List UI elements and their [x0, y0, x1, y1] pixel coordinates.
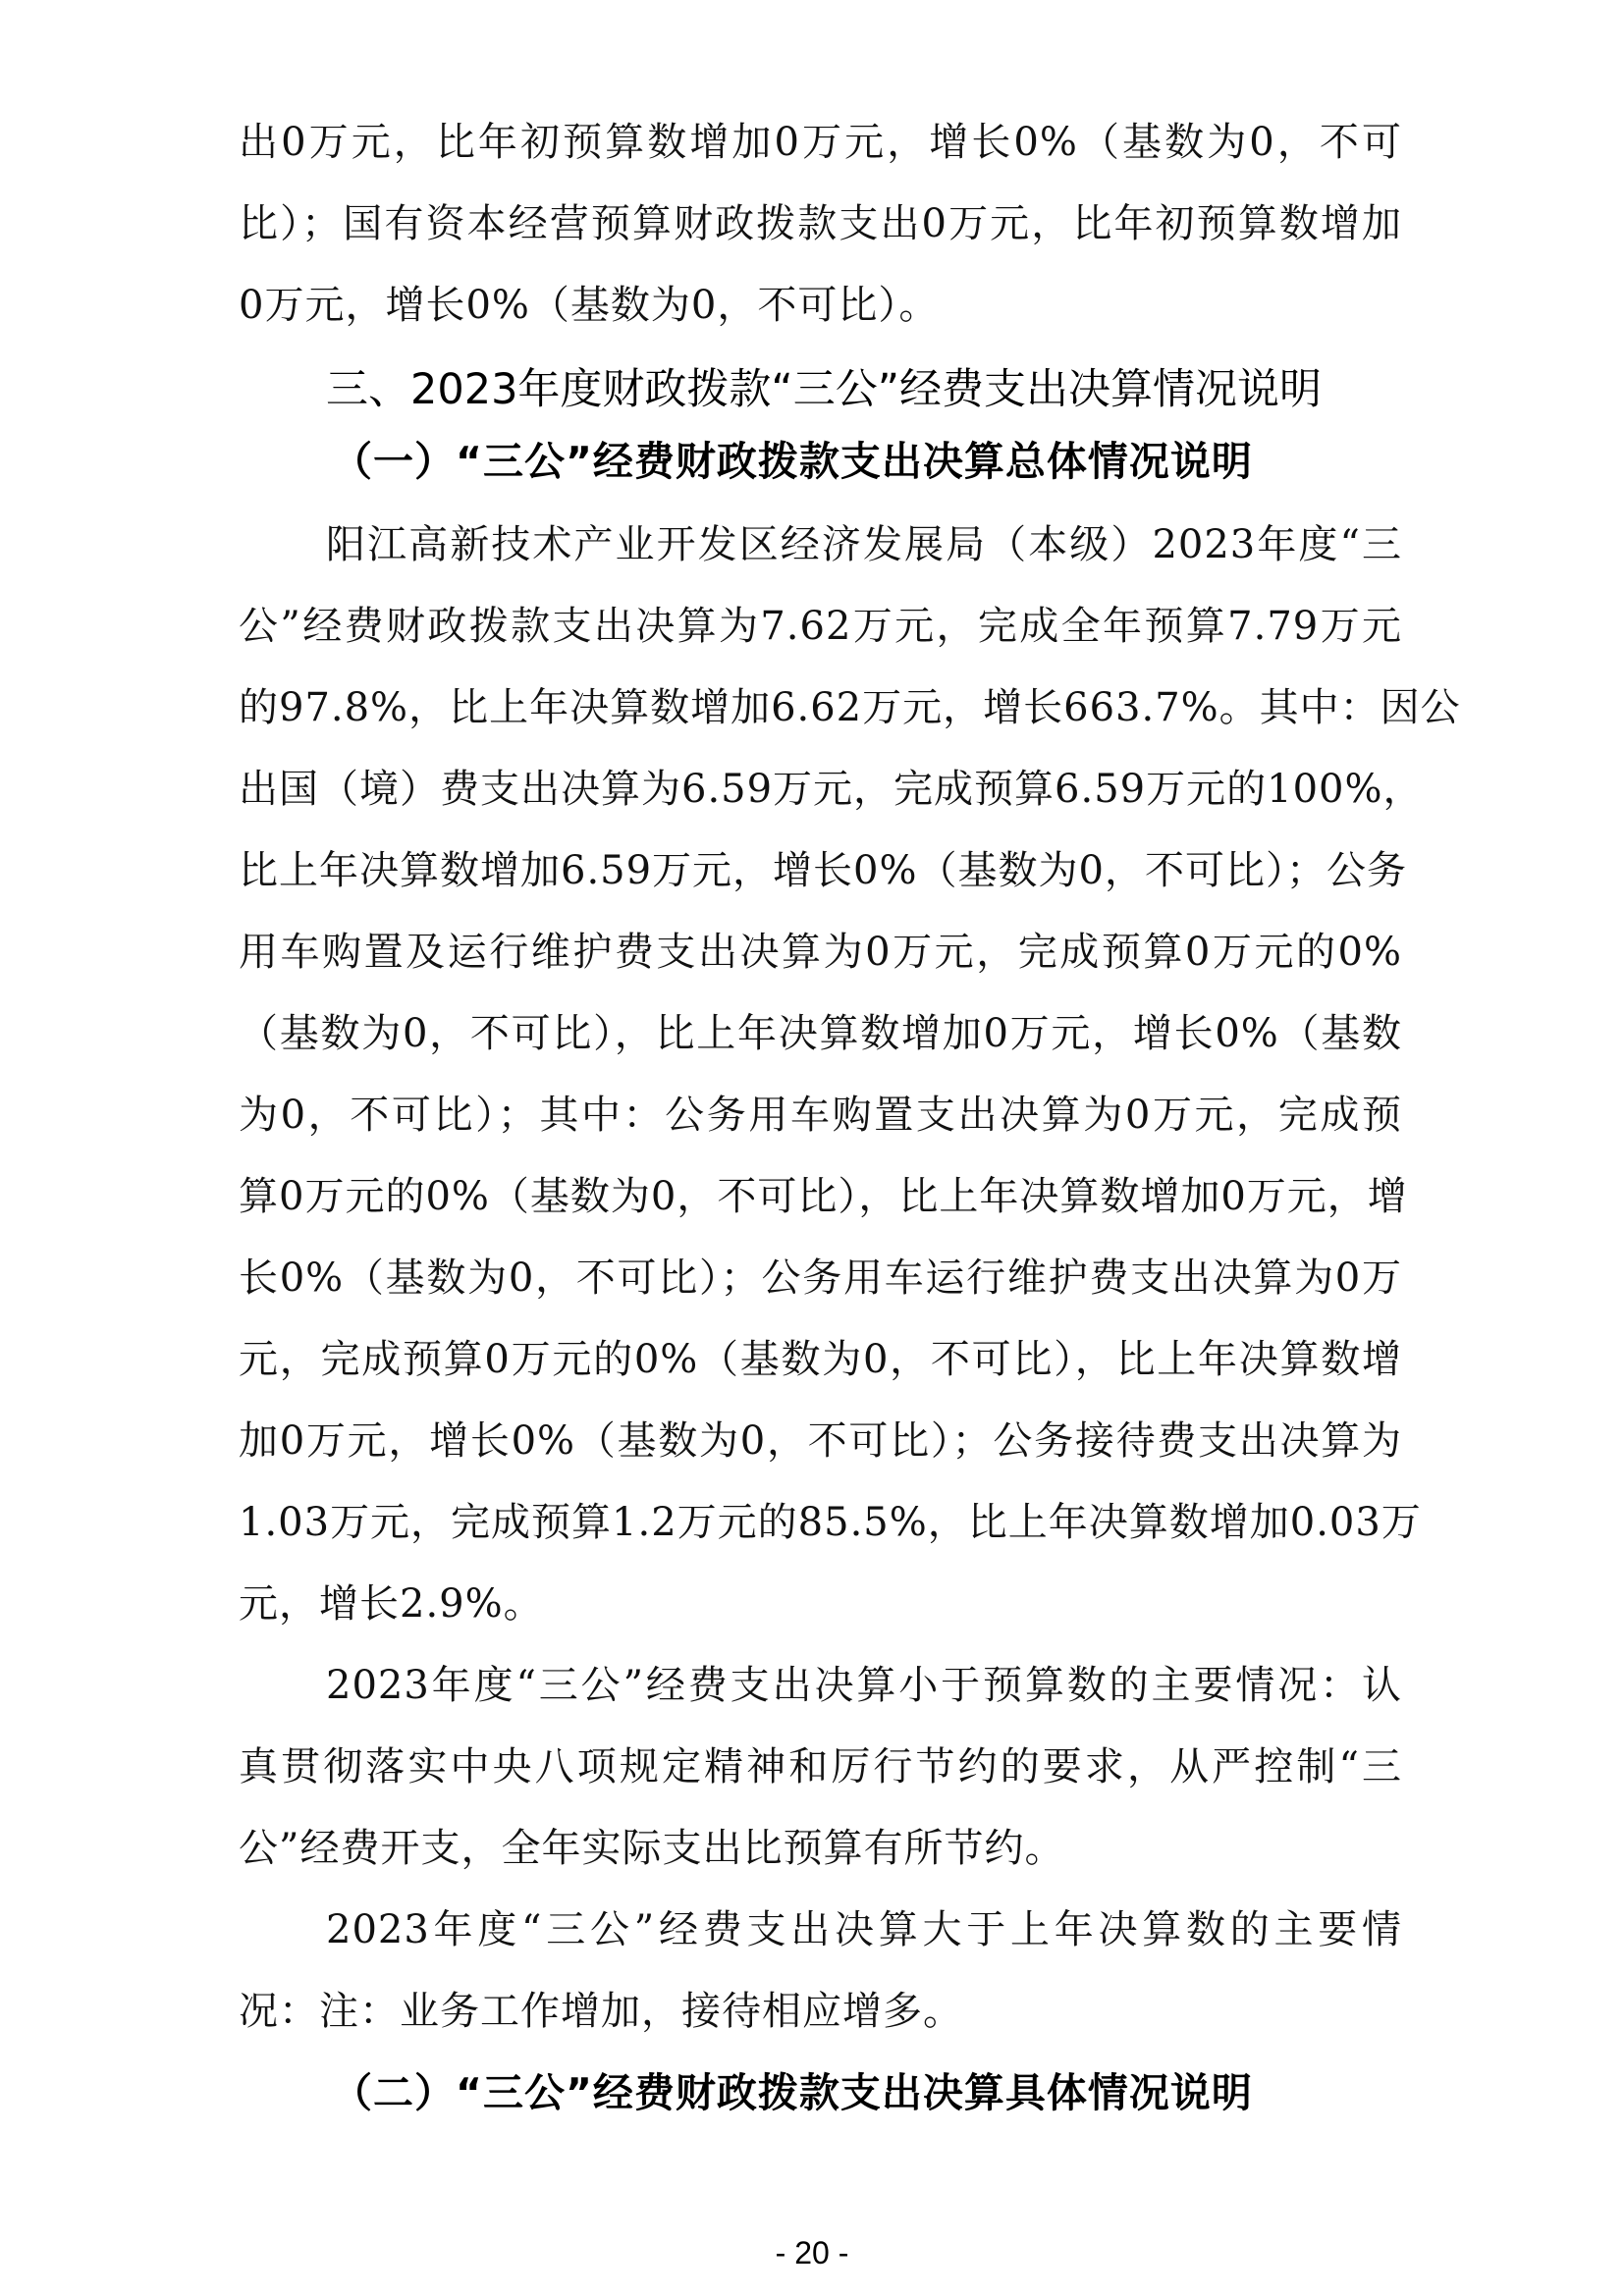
- paragraph-line: 2023年度“三公”经费支出决算大于上年决算数的主要情: [326, 1907, 1402, 1952]
- page-number: - 20 -: [775, 2235, 849, 2270]
- paragraph-line: 用车购置及运行维护费支出决算为0万元，完成预算0万元的0%: [239, 930, 1402, 975]
- paragraph-line: 真贯彻落实中央八项规定精神和厉行节约的要求，从严控制“三: [239, 1744, 1402, 1789]
- subsection-heading-1: （一）“三公”经费财政拨款支出决算总体情况说明: [332, 438, 1253, 485]
- paragraph-line: 比上年决算数增加6.59万元，增长0%（基数为0，不可比）；公务: [239, 848, 1407, 893]
- paragraph-line: 加0万元，增长0%（基数为0，不可比）；公务接待费支出决算为: [239, 1418, 1402, 1464]
- paragraph-line: 2023年度“三公”经费支出决算小于预算数的主要情况：认: [326, 1663, 1402, 1708]
- paragraph-line: 元，增长2.9%。: [239, 1581, 544, 1627]
- paragraph-line: 长0%（基数为0，不可比）；公务用车运行维护费支出决算为0万: [239, 1255, 1402, 1301]
- paragraph-line: 出国（境）费支出决算为6.59万元，完成预算6.59万元的100%，: [239, 767, 1424, 812]
- paragraph-line: 算0万元的0%（基数为0，不可比），比上年决算数增加0万元，增: [239, 1174, 1408, 1219]
- paragraph-line: 比）；国有资本经营预算财政拨款支出0万元，比年初预算数增加: [239, 201, 1402, 246]
- paragraph-line: 况：注：业务工作增加，接待相应增多。: [239, 1989, 963, 2034]
- section-heading: 三、2023年度财政拨款“三公”经费支出决算情况说明: [326, 365, 1322, 414]
- paragraph-line: 阳江高新技术产业开发区经济发展局（本级）2023年度“三: [326, 522, 1402, 567]
- paragraph-line: 元，完成预算0万元的0%（基数为0，不可比），比上年决算数增: [239, 1337, 1402, 1382]
- paragraph-line: 出0万元，比年初预算数增加0万元，增长0%（基数为0，不可: [239, 120, 1402, 165]
- paragraph-line: 0万元，增长0%（基数为0，不可比）。: [239, 283, 940, 328]
- paragraph-line: （基数为0，不可比），比上年决算数增加0万元，增长0%（基数: [239, 1011, 1402, 1056]
- paragraph-line: 公”经费开支，全年实际支出比预算有所节约。: [239, 1826, 1065, 1871]
- paragraph-line: 为0，不可比）；其中：公务用车购置支出决算为0万元，完成预: [239, 1093, 1402, 1138]
- paragraph-line: 的97.8%，比上年决算数增加6.62万元，增长663.7%。其中：因公: [239, 685, 1461, 730]
- subsection-heading-2: （二）“三公”经费财政拨款支出决算具体情况说明: [332, 2069, 1253, 2116]
- paragraph-line: 公”经费财政拨款支出决算为7.62万元，完成全年预算7.79万元: [239, 604, 1402, 649]
- paragraph-line: 1.03万元，完成预算1.2万元的85.5%，比上年决算数增加0.03万: [239, 1500, 1422, 1545]
